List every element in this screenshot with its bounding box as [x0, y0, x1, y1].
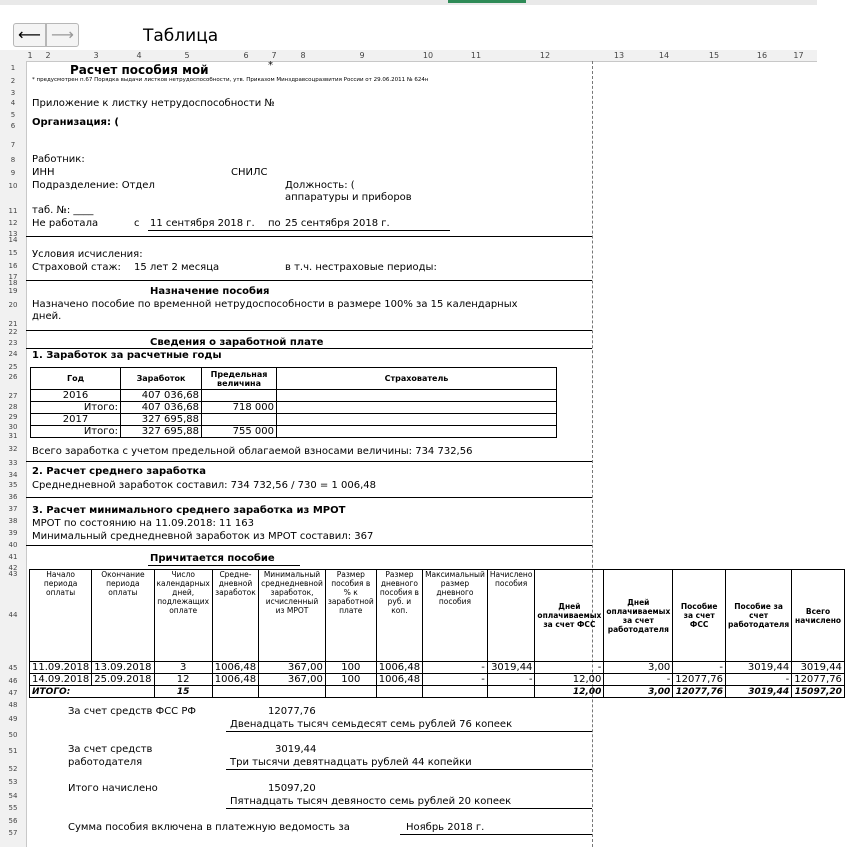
- divider: [26, 236, 592, 237]
- row-header[interactable]: 57: [8, 829, 18, 837]
- benefit-table: [29, 569, 845, 698]
- underline: [226, 769, 592, 770]
- row-header[interactable]: 25: [8, 363, 18, 371]
- mrot-min-line: Минимальный среднедневной заработок из МРОТ составил: 367: [32, 531, 374, 542]
- table-header: Всего начислено: [792, 570, 845, 662]
- column-header[interactable]: 15: [708, 51, 720, 60]
- cell[interactable]: -: [487, 674, 535, 686]
- cell[interactable]: 407 036,68: [121, 402, 202, 414]
- row-header[interactable]: 20: [8, 301, 18, 309]
- column-header[interactable]: 2: [45, 51, 51, 60]
- row-header-bar: [0, 61, 27, 847]
- active-tab-indicator[interactable]: [448, 0, 526, 3]
- cell[interactable]: [277, 414, 557, 426]
- cell[interactable]: 3: [154, 662, 212, 674]
- underline: [226, 731, 592, 732]
- row-header[interactable]: 18: [8, 279, 18, 287]
- total-label: Итого начислено: [68, 783, 158, 794]
- cell[interactable]: 100: [325, 674, 376, 686]
- avg-earnings-line: Среднедневной заработок составил: 734 732,56 / 730 = 1 006,48: [32, 480, 377, 491]
- row-header[interactable]: 9: [10, 169, 16, 177]
- column-header[interactable]: 17: [793, 51, 804, 60]
- table-header: Размер пособия в % к заработной плате: [325, 570, 376, 662]
- cell[interactable]: 755 000: [202, 426, 277, 438]
- row-header[interactable]: 43: [8, 570, 18, 578]
- row-header[interactable]: 47: [8, 689, 18, 697]
- fss-label: За счет средств ФСС РФ: [68, 706, 196, 717]
- column-header[interactable]: 7: [271, 51, 277, 60]
- cell[interactable]: 13.09.2018: [92, 662, 154, 674]
- row-header[interactable]: 41: [8, 553, 18, 561]
- row-header[interactable]: 45: [8, 664, 18, 672]
- row-header[interactable]: 19: [8, 287, 18, 295]
- row-header[interactable]: 49: [8, 715, 18, 723]
- cell[interactable]: [259, 686, 326, 698]
- table-header: Начислено пособия: [487, 570, 535, 662]
- row-header[interactable]: 14: [8, 236, 18, 244]
- section-3-title: 3. Расчет минимального среднего заработка из МРОТ: [32, 505, 346, 516]
- row-header[interactable]: 13: [8, 230, 18, 238]
- row-header[interactable]: 8: [10, 156, 16, 164]
- table-row: [31, 426, 557, 438]
- cell[interactable]: -: [726, 674, 792, 686]
- row-header[interactable]: 27: [8, 392, 18, 400]
- cell[interactable]: [202, 414, 277, 426]
- conditions-label: Условия исчисления:: [32, 249, 143, 260]
- table-row: [31, 402, 557, 414]
- cell[interactable]: 25.09.2018: [92, 674, 154, 686]
- table-header: Предельная величина: [202, 368, 277, 390]
- cell[interactable]: [277, 426, 557, 438]
- cell[interactable]: 11.09.2018: [30, 662, 92, 674]
- row-header[interactable]: 39: [8, 529, 18, 537]
- cell[interactable]: 12077,76: [792, 674, 845, 686]
- employer-label-1: За счет средств: [68, 744, 153, 755]
- cell[interactable]: 3019,44: [726, 662, 792, 674]
- table-header: Пособие за счет ФСС: [673, 570, 726, 662]
- cell[interactable]: 367,00: [259, 674, 326, 686]
- row-header[interactable]: 36: [8, 493, 18, 501]
- stazh-label: Страховой стаж:: [32, 262, 121, 273]
- row-header[interactable]: 46: [8, 677, 18, 685]
- payroll-label: Сумма пособия включена в платежную ведомость за: [68, 822, 350, 833]
- inn-label: ИНН: [32, 167, 55, 178]
- row-header[interactable]: 52: [8, 765, 18, 773]
- back-button[interactable]: [13, 23, 46, 47]
- underline: [400, 834, 592, 835]
- column-header[interactable]: 16: [756, 51, 768, 60]
- row-header[interactable]: 29: [8, 413, 18, 421]
- divider: [26, 461, 592, 462]
- position-label: Должность: (: [285, 180, 355, 191]
- dept-label: Подразделение: Отдел: [32, 180, 155, 191]
- mrot-line: МРОТ по состоянию на 11.09.2018: 11 163: [32, 518, 254, 529]
- row-header[interactable]: 32: [8, 445, 18, 453]
- row-header[interactable]: 53: [8, 778, 18, 786]
- table-row: [30, 662, 845, 674]
- row-header[interactable]: 34: [8, 471, 18, 479]
- forward-button[interactable]: [46, 23, 79, 47]
- employer-words: Три тысячи девятнадцать рублей 44 копейки: [230, 757, 472, 768]
- fss-value: 12077,76: [268, 706, 316, 717]
- divider: [26, 497, 592, 498]
- column-header[interactable]: 6: [243, 51, 249, 60]
- cell[interactable]: 367,00: [259, 662, 326, 674]
- cell[interactable]: 3019,44: [726, 686, 792, 698]
- cell[interactable]: Итого:: [31, 426, 121, 438]
- cell[interactable]: [376, 686, 422, 698]
- arrow-left-icon: ⟵: [18, 25, 41, 44]
- row-header[interactable]: 50: [8, 731, 18, 739]
- divider: [26, 545, 592, 546]
- snils-label: СНИЛС: [231, 167, 268, 178]
- row-header[interactable]: 55: [8, 804, 18, 812]
- table-header: Окончание периода оплаты: [92, 570, 154, 662]
- row-header[interactable]: 35: [8, 481, 18, 489]
- table-row: [31, 414, 557, 426]
- worker-label: Работник:: [32, 154, 85, 165]
- divider: [26, 280, 592, 281]
- to-label: по: [268, 218, 281, 229]
- assign-text-1: Назначено пособие по временной нетрудоспособности в размере 100% за 15 календарных: [32, 299, 518, 310]
- row-header[interactable]: 54: [8, 792, 18, 800]
- row-header[interactable]: 5: [10, 111, 16, 119]
- total-earnings-line: Всего заработка с учетом предельной облагаемой взносами величины: 734 732,56: [32, 446, 473, 457]
- table-header: Число календарных дней, подлежащих оплате: [154, 570, 212, 662]
- column-header[interactable]: 14: [658, 51, 670, 60]
- table-header: Минимальный среднедневной заработок, исчисленный из МРОТ: [259, 570, 326, 662]
- cell[interactable]: [277, 390, 557, 402]
- column-header[interactable]: 12: [539, 51, 551, 60]
- table-header: Пособие за счет работодателя: [726, 570, 792, 662]
- row-header[interactable]: 17: [8, 273, 18, 281]
- table-header: Размер дневного пособия в руб. и коп.: [376, 570, 422, 662]
- cell[interactable]: -: [423, 662, 488, 674]
- cell[interactable]: -: [423, 674, 488, 686]
- row-header[interactable]: 48: [8, 701, 18, 709]
- stazh-value: 15 лет 2 месяца: [134, 262, 220, 273]
- page-title: Таблица: [143, 26, 219, 46]
- footnote: * предусмотрен п.67 Порядка выдачи листков нетрудоспособности, утв. Приказом Минздравсоцразвития России от 29.06.2011 № 624н: [32, 77, 429, 83]
- org-label: Организация: (: [32, 117, 119, 128]
- cell[interactable]: 327 695,88: [121, 414, 202, 426]
- divider: [26, 330, 592, 331]
- cell[interactable]: 1006,48: [212, 662, 258, 674]
- row-header[interactable]: 10: [8, 182, 18, 190]
- nonins-label: в т.ч. нестраховые периоды:: [285, 262, 437, 273]
- earnings-table: [30, 367, 557, 438]
- cell[interactable]: -: [604, 674, 673, 686]
- table-total-row: [30, 686, 845, 698]
- row-header[interactable]: 22: [8, 328, 18, 336]
- column-header[interactable]: 9: [359, 51, 365, 60]
- column-header-bar: [0, 50, 817, 62]
- section-1-title: 1. Заработок за расчетные годы: [32, 350, 222, 361]
- row-header[interactable]: 30: [8, 423, 18, 431]
- column-header[interactable]: 10: [422, 51, 434, 60]
- toolbar: [0, 5, 817, 45]
- cell[interactable]: 1006,48: [212, 674, 258, 686]
- column-header[interactable]: 8: [300, 51, 306, 60]
- table-header: Средне-дневной заработок: [212, 570, 258, 662]
- table-header: Страхователь: [277, 368, 557, 390]
- doc-heading: Расчет пособия мой: [70, 63, 209, 77]
- to-date: 25 сентября 2018 г.: [285, 218, 390, 229]
- cell[interactable]: 3,00: [604, 686, 673, 698]
- table-header: Год: [31, 368, 121, 390]
- row-header[interactable]: 26: [8, 373, 18, 381]
- row-header[interactable]: 3: [10, 89, 16, 97]
- table-header: Максимальный размер дневного пособия: [423, 570, 488, 662]
- row-header[interactable]: 56: [8, 817, 18, 825]
- cell[interactable]: [325, 686, 376, 698]
- column-header[interactable]: 4: [136, 51, 142, 60]
- column-header[interactable]: 13: [613, 51, 625, 60]
- cell[interactable]: 3019,44: [487, 662, 535, 674]
- cell[interactable]: 3019,44: [792, 662, 845, 674]
- assign-heading: Назначение пособия: [150, 286, 270, 297]
- cell[interactable]: 407 036,68: [121, 390, 202, 402]
- cell[interactable]: 100: [325, 662, 376, 674]
- cell[interactable]: [212, 686, 258, 698]
- cell[interactable]: 12: [154, 674, 212, 686]
- asterisk: *: [268, 60, 273, 71]
- cell[interactable]: 1006,48: [376, 662, 422, 674]
- row-header[interactable]: 23: [8, 339, 18, 347]
- column-header[interactable]: 3: [93, 51, 99, 60]
- row-header[interactable]: 24: [8, 350, 18, 358]
- cell[interactable]: 3,00: [604, 662, 673, 674]
- cell[interactable]: 718 000: [202, 402, 277, 414]
- row-header[interactable]: 51: [8, 747, 18, 755]
- salary-heading: Сведения о заработной плате: [150, 337, 324, 348]
- underline: [226, 808, 592, 809]
- arrow-right-icon: ⟶: [51, 25, 74, 44]
- cell[interactable]: 12077,76: [673, 686, 726, 698]
- row-header[interactable]: 15: [8, 249, 18, 257]
- table-header: Начало периода оплаты: [30, 570, 92, 662]
- position-value: аппаратуры и приборов: [285, 192, 412, 203]
- cell[interactable]: -: [673, 662, 726, 674]
- column-header[interactable]: 11: [470, 51, 482, 60]
- tab-number: таб. №: ____: [32, 205, 94, 216]
- row-header[interactable]: 38: [8, 517, 18, 525]
- cell[interactable]: [202, 390, 277, 402]
- table-row: [30, 674, 845, 686]
- row-header[interactable]: 33: [8, 459, 18, 467]
- row-header[interactable]: 7: [10, 141, 16, 149]
- cell[interactable]: 15: [154, 686, 212, 698]
- row-header[interactable]: 31: [8, 432, 18, 440]
- row-header[interactable]: 21: [8, 320, 18, 328]
- absent-label: Не работала: [32, 218, 99, 229]
- total-value: 15097,20: [268, 783, 316, 794]
- page-break-line: [592, 61, 593, 847]
- due-heading: Причитается пособие: [150, 553, 275, 564]
- row-header[interactable]: 4: [10, 99, 16, 107]
- column-header[interactable]: 1: [27, 51, 33, 60]
- row-header[interactable]: 40: [8, 541, 18, 549]
- heading-underline: [148, 565, 300, 566]
- payroll-value: Ноябрь 2018 г.: [406, 822, 485, 833]
- appendix-label: Приложение к листку нетрудоспособности №: [32, 98, 275, 109]
- cell[interactable]: 2016: [31, 390, 121, 402]
- cell[interactable]: -: [535, 662, 604, 674]
- cell[interactable]: 15097,20: [792, 686, 845, 698]
- fss-words: Двенадцать тысяч семьдесят семь рублей 76 копеек: [230, 719, 513, 730]
- row-header[interactable]: 16: [8, 262, 18, 270]
- row-header[interactable]: 2: [10, 77, 16, 85]
- cell[interactable]: 14.09.2018: [30, 674, 92, 686]
- table-header: Дней оплачиваемых за счет работодателя: [604, 570, 673, 662]
- cell[interactable]: [487, 686, 535, 698]
- column-header[interactable]: 5: [184, 51, 190, 60]
- cell[interactable]: [277, 402, 557, 414]
- cell[interactable]: 2017: [31, 414, 121, 426]
- table-header: Заработок: [121, 368, 202, 390]
- row-header[interactable]: 1: [10, 64, 16, 72]
- assign-text-2: дней.: [32, 311, 62, 322]
- table-row: [31, 390, 557, 402]
- divider: [26, 348, 592, 349]
- row-header[interactable]: 44: [8, 611, 18, 619]
- row-header[interactable]: 12: [8, 219, 18, 227]
- row-header[interactable]: 42: [8, 564, 18, 572]
- cell[interactable]: 1006,48: [376, 674, 422, 686]
- cell[interactable]: 12077,76: [673, 674, 726, 686]
- row-header[interactable]: 37: [8, 505, 18, 513]
- date-underline: [148, 230, 450, 231]
- cell[interactable]: 327 695,88: [121, 426, 202, 438]
- total-words: Пятнадцать тысяч девяносто семь рублей 20 копеек: [230, 796, 512, 807]
- row-header[interactable]: 28: [8, 403, 18, 411]
- cell[interactable]: Итого:: [31, 402, 121, 414]
- employer-value: 3019,44: [275, 744, 317, 755]
- from-date: 11 сентября 2018 г.: [150, 218, 255, 229]
- from-label: с: [134, 218, 140, 229]
- row-header[interactable]: 6: [10, 122, 16, 130]
- cell[interactable]: [423, 686, 488, 698]
- employer-label-2: работодателя: [68, 757, 143, 768]
- section-2-title: 2. Расчет среднего заработка: [32, 466, 207, 477]
- table-header: Дней оплачиваемых за счет ФСС: [535, 570, 604, 662]
- cell[interactable]: ИТОГО:: [30, 686, 155, 698]
- cell[interactable]: 12,00: [535, 674, 604, 686]
- row-header[interactable]: 11: [8, 207, 18, 215]
- cell[interactable]: 12,00: [535, 686, 604, 698]
